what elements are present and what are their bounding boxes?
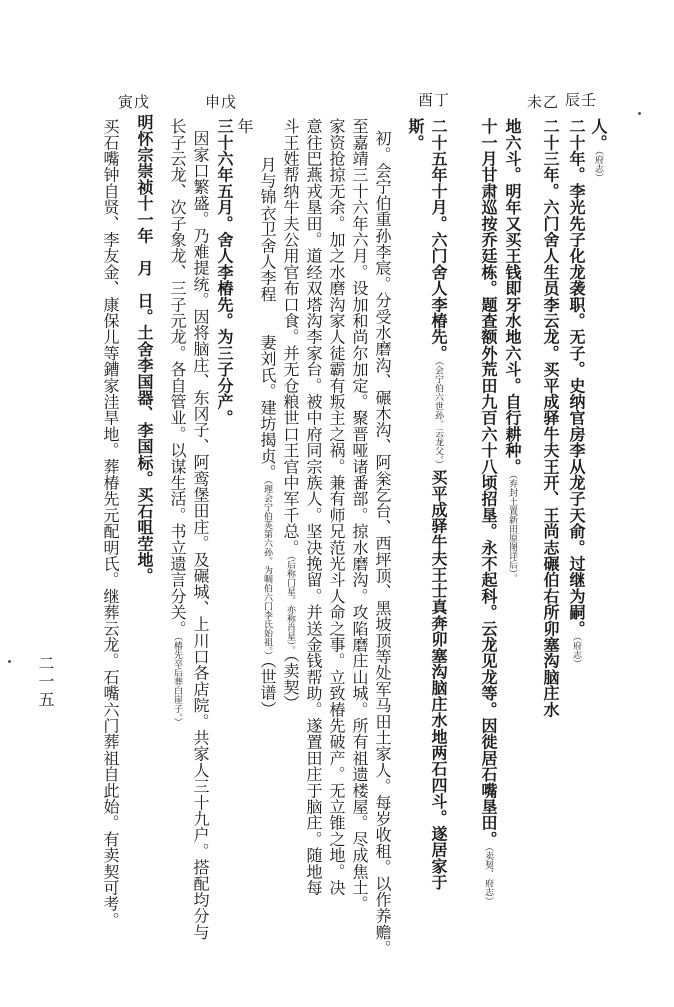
ganzhi-wushen: 申戊 xyxy=(205,93,238,111)
ganzhi-renchen: 辰壬 xyxy=(565,91,598,109)
page-number: 二一五 xyxy=(36,655,55,709)
ganzhi-wuyin: 寅戊 xyxy=(118,93,151,111)
text-column: 十一月甘肃巡按乔廷栋。题查额外荒田九百六十八顷招垦。永不起科。云龙见龙等。因徙居石嘴垦田。（卖契、府志） xyxy=(479,118,498,906)
text-column: 年 xyxy=(235,118,254,135)
text-column: 斗王姓帮纳牛夫公用官布口食。并无仓粮世口王官中军千总。（后称门星。亦称肖星）。（卖契） xyxy=(281,118,300,712)
scan-speck xyxy=(638,112,641,115)
text-column: 二十年。李光先子化龙袭职。无子。史纳官房李从龙子天俞。过继为嗣。（府志） xyxy=(567,118,586,668)
scan-speck xyxy=(8,660,11,663)
text-column: 月与锦衣卫舍人李程 妻刘氏。建坊揭贞。（理会宁伯英第六孙。为啁伯六门李氏始祖。）（世谱） xyxy=(258,140,277,718)
text-column: 地六斗。明年又买王钱即牙水地六斗。自行耕种。（弃封土置新田原图详后）。 xyxy=(503,118,522,583)
text-column: 二十三年。六门舍人生员李云龙。买平成驿牛夫王开、王尚志碾伯右所卯塞沟脑庄水 xyxy=(541,118,560,718)
text-column: 三十六年五月。舍人李椿先。为三子分产。 xyxy=(215,118,234,426)
text-column: 斯。 xyxy=(406,118,425,151)
ganzhi-yiwei: 未乙 xyxy=(527,93,560,111)
text-column: 因家口繁盛。乃难提统。因将脑庄、东冈子、阿鸾堡田庄。及碾城、上川口各店院。共家人三十九户。搭配均分与 xyxy=(191,130,210,940)
text-column: 长子云龙、次子象龙、三子元龙。各自管业。以谋生活。书立遗言分关。（椿先卒后葬白崖子。） xyxy=(168,118,187,727)
text-column: 意往巴燕戎垦田。道经双塔沟李家台。被中府同宗族人。坚决挽留。并送金钱帮助。遂置田庄于脑庄。随地每 xyxy=(304,118,323,896)
text-column: 二十五年十月。六门舍人李椿先。（会宁伯六世孙。云龙父。）买平成驿牛夫王士真奔卯塞沟脑庄水地两石四斗。遂居家于 xyxy=(429,118,448,891)
text-column: 人。（府志） xyxy=(589,118,608,182)
text-column: 家资抢掠无余。加之水磨沟家人徒霸有叛主之祸。兼有师兄范光斗人命之事。立致椿先破产。无立锥之地。决 xyxy=(327,118,346,896)
text-column: 明怀宗崇祯十一年 月 日。土舍李国器、李国标。买石咀茔地。 xyxy=(135,114,154,584)
ganzhi-dingyou: 酉丁 xyxy=(418,91,451,109)
text-column: 至嘉靖三十六年六月。设加和尚尔加定。聚晋哑诸番部。掠水磨沟。攻陷磨庄山城。所有祖遗楼屋。尽成焦土。 xyxy=(350,118,369,912)
text-column: 初。会宁伯重孙李宸。分受水磨沟、碾木沟、阿枀乞台、西坪顶、黑坡顶等处军马田土家人。每岁收租。以作养赡。 xyxy=(373,130,392,957)
text-column: 买石嘴钟自贤、李友金、康保儿等鏪家洼旱地。葬椿先元配明氏。继葬云龙。石嘴六门葬祖自此始。有卖契可考。 xyxy=(101,118,120,928)
